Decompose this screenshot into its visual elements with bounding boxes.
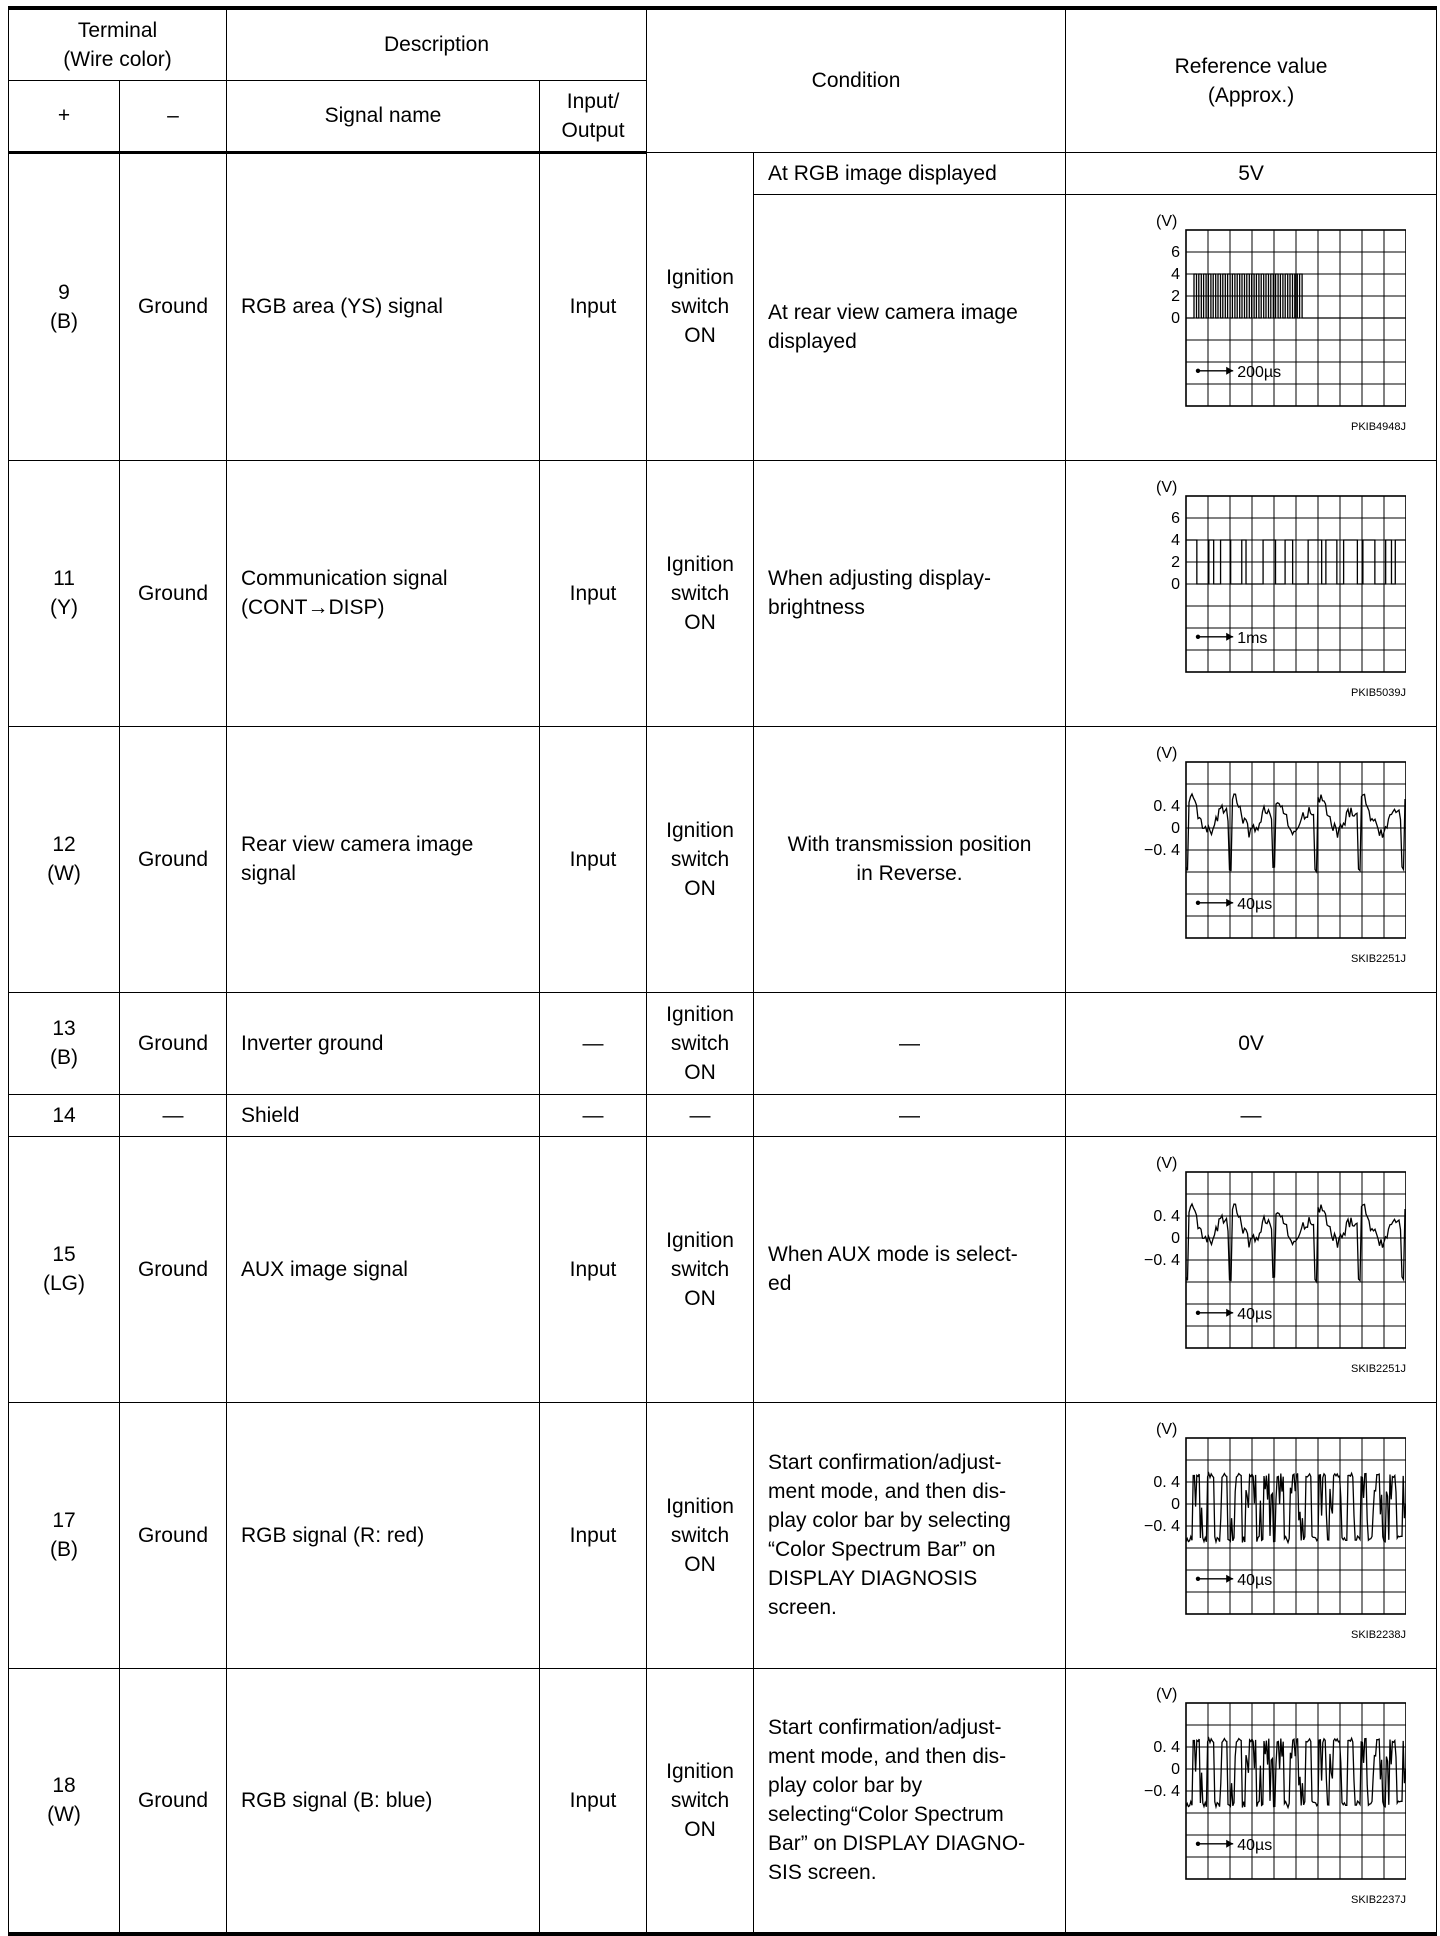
text-line: At RGB image displayed — [768, 161, 997, 185]
table-row — [9, 1094, 1437, 1136]
time-division-label: 40µs — [1237, 1305, 1273, 1323]
figure-code: SKIB2251J — [1350, 1363, 1407, 1375]
y-unit-label: (V) — [1156, 1155, 1178, 1172]
figure-code: SKIB2251J — [1350, 953, 1407, 965]
oscilloscope-waveform — [1096, 208, 1406, 446]
y-tick-label: 4 — [1171, 532, 1181, 549]
condition-detail — [754, 194, 1066, 460]
text-line: displayed — [768, 330, 857, 353]
input-output: Input — [540, 152, 647, 460]
condition-main — [647, 460, 754, 726]
input-output: Input — [540, 1668, 647, 1934]
time-marker-start — [1196, 1577, 1200, 1581]
text-line: Rear view camera image — [241, 833, 474, 856]
terminal-minus: Ground — [120, 460, 227, 726]
y-tick-label: 0. 4 — [1153, 1208, 1181, 1225]
terminal-minus: Ground — [120, 1668, 227, 1934]
input-output: Input — [540, 1136, 647, 1402]
terminal-number-text: 15 — [52, 1243, 76, 1266]
table-row — [9, 992, 1437, 1094]
y-tick-label: 0 — [1171, 1761, 1181, 1779]
y-tick-label: 2 — [1171, 554, 1181, 571]
condition-main — [647, 1402, 754, 1668]
text-line: ed — [768, 1272, 792, 1295]
terminal-reference-table — [8, 6, 1437, 1936]
y-tick-label: 0 — [1171, 576, 1181, 593]
terminal-number-text: 17 — [52, 1509, 76, 1532]
text-line: RGB signal (R: red) — [241, 1523, 425, 1547]
signal-name — [227, 460, 540, 726]
y-tick-label: 6 — [1171, 244, 1181, 261]
y-tick-label: −0. 4 — [1144, 1252, 1181, 1269]
table-row — [9, 1402, 1437, 1668]
text-line: RGB signal (B: blue) — [241, 1788, 433, 1812]
text-line: — — [689, 1103, 711, 1127]
text-line: Ignition — [666, 1228, 734, 1252]
y-unit-label: (V) — [1156, 1686, 1178, 1704]
reference-value-waveform — [1066, 1402, 1437, 1668]
terminal-reference-table-page — [8, 6, 1436, 1936]
header-minus: – — [120, 80, 227, 152]
figure-code: SKIB2237J — [1350, 1894, 1407, 1907]
y-tick-label: 0 — [1171, 1496, 1181, 1513]
time-marker-start — [1196, 1842, 1200, 1846]
terminal-minus: Ground — [120, 726, 227, 992]
terminal-number-text: 9 — [58, 280, 70, 304]
table-body — [9, 152, 1437, 1934]
condition-detail — [754, 726, 1066, 992]
text-line: Start confirmation/adjust- — [768, 1451, 1002, 1474]
signal-name — [227, 726, 540, 992]
y-tick-label: −0. 4 — [1144, 842, 1181, 859]
figure-code: SKIB2238J — [1350, 1629, 1407, 1641]
y-tick-label: 0. 4 — [1153, 798, 1181, 815]
text-line: switch — [670, 847, 730, 871]
time-division-label: 40µs — [1237, 1837, 1273, 1855]
text-line: Ignition — [666, 818, 734, 842]
y-unit-label: (V) — [1156, 1421, 1178, 1438]
input-output: Input — [540, 726, 647, 992]
text-line: switch — [670, 1257, 730, 1281]
y-tick-label: −0. 4 — [1144, 1783, 1181, 1801]
text-line: ON — [684, 1552, 716, 1576]
y-tick-label: 6 — [1171, 510, 1181, 527]
text-line: ON — [684, 1286, 716, 1310]
condition-detail — [754, 1402, 1066, 1668]
figure-code: PKIB5039J — [1350, 687, 1407, 699]
terminal-minus: Ground — [120, 1402, 227, 1668]
text-line: play color bar by selecting — [768, 1509, 1011, 1532]
wire-color: (Y) — [50, 596, 78, 619]
waveform-graph — [1096, 474, 1406, 712]
time-division-label: 200µs — [1237, 363, 1282, 381]
waveform-graph — [1096, 1681, 1406, 1919]
header-description: Description — [227, 8, 647, 80]
reference-value-waveform — [1066, 1136, 1437, 1402]
time-marker-start — [1196, 901, 1200, 905]
header-plus: + — [9, 80, 120, 152]
text-line: Bar” on DISPLAY DIAGNO- — [768, 1832, 1026, 1856]
text-line: signal — [241, 862, 296, 885]
y-unit-label: (V) — [1156, 213, 1178, 230]
text-line: play color bar by — [768, 1774, 923, 1798]
text-line: When adjusting display- — [768, 567, 991, 590]
oscilloscope-waveform — [1096, 1150, 1406, 1388]
y-tick-label: 0. 4 — [1153, 1739, 1181, 1757]
text-line: Inverter ground — [241, 1031, 384, 1055]
text-line: Ignition — [666, 1494, 734, 1518]
y-unit-label: (V) — [1156, 745, 1178, 762]
y-tick-label: 2 — [1171, 288, 1181, 305]
condition-main — [647, 152, 754, 460]
time-marker-start — [1196, 369, 1200, 373]
condition-detail — [754, 152, 1066, 194]
y-tick-label: 0 — [1171, 1230, 1181, 1247]
terminal-minus: — — [120, 1094, 227, 1136]
header-input-output: Input/ Output — [540, 80, 647, 152]
condition-main — [647, 992, 754, 1094]
text-line: ON — [684, 323, 716, 347]
input-output: — — [540, 992, 647, 1094]
condition-detail — [754, 1668, 1066, 1934]
text-line: Shield — [241, 1103, 300, 1127]
reference-value-waveform — [1066, 460, 1437, 726]
reference-value: 0V — [1066, 992, 1437, 1094]
condition-main — [647, 726, 754, 992]
text-line: ON — [684, 610, 716, 634]
time-marker-start — [1196, 1311, 1200, 1315]
wire-color: (B) — [50, 1046, 78, 1069]
terminal-number-text: 14 — [52, 1103, 76, 1127]
time-division-label: 40µs — [1237, 895, 1273, 913]
y-tick-label: 0. 4 — [1153, 1474, 1181, 1491]
condition-detail — [754, 1094, 1066, 1136]
terminal-number-text: 18 — [52, 1774, 76, 1798]
text-line: screen. — [768, 1596, 837, 1619]
condition-detail — [754, 992, 1066, 1094]
text-line: DISPLAY DIAGNOSIS — [768, 1567, 978, 1590]
wire-color: (W) — [47, 862, 81, 885]
terminal-number-text: 12 — [52, 833, 76, 856]
header-reference-value: Reference value (Approx.) — [1066, 8, 1437, 152]
text-line: — — [899, 1031, 921, 1055]
header-signal-name: Signal name — [227, 80, 540, 152]
reference-value: — — [1066, 1094, 1437, 1136]
text-line: Ignition — [666, 1002, 734, 1026]
time-division-label: 1ms — [1237, 629, 1268, 647]
signal-name — [227, 152, 540, 460]
text-line: ment mode, and then dis- — [768, 1480, 1007, 1503]
table-row — [9, 152, 1437, 194]
reference-value-waveform — [1066, 194, 1437, 460]
reference-value-waveform — [1066, 1668, 1437, 1934]
wire-color: (LG) — [43, 1272, 85, 1295]
text-line: — — [899, 1103, 921, 1127]
terminal-number — [9, 1402, 120, 1668]
oscilloscope-waveform — [1096, 474, 1406, 712]
text-line: “Color Spectrum Bar” on — [768, 1538, 996, 1561]
terminal-number — [9, 1094, 120, 1136]
oscilloscope-waveform — [1096, 1416, 1406, 1654]
text-line: ment mode, and then dis- — [768, 1745, 1007, 1769]
y-tick-label: 0 — [1171, 310, 1181, 327]
oscilloscope-waveform — [1096, 1681, 1406, 1919]
header-terminal: Terminal (Wire color) — [9, 8, 227, 80]
oscilloscope-waveform — [1096, 740, 1406, 978]
waveform-graph — [1096, 1150, 1406, 1388]
terminal-number-text: 11 — [53, 567, 75, 590]
time-division-label: 40µs — [1237, 1571, 1273, 1589]
text-line: switch — [670, 581, 730, 605]
text-line: RGB area (YS) signal — [241, 295, 443, 318]
text-line: selecting“Color Spectrum — [768, 1803, 1004, 1827]
text-line: switch — [670, 1523, 730, 1547]
terminal-number — [9, 726, 120, 992]
text-line: Start confirmation/adjust- — [768, 1716, 1002, 1740]
text-line: When AUX mode is select- — [768, 1243, 1018, 1266]
signal-name — [227, 992, 540, 1094]
terminal-minus: Ground — [120, 1136, 227, 1402]
wire-color: (B) — [50, 309, 78, 333]
text-line: in Reverse. — [856, 862, 963, 885]
text-line: With transmission position — [787, 833, 1032, 856]
condition-detail — [754, 1136, 1066, 1402]
input-output: — — [540, 1094, 647, 1136]
input-output: Input — [540, 1402, 647, 1668]
text-line: switch — [670, 294, 730, 318]
text-line: Ignition — [666, 552, 734, 576]
wire-color: (W) — [47, 1803, 81, 1827]
reference-value: 5V — [1066, 152, 1437, 194]
text-line: ON — [684, 1817, 716, 1841]
header-condition: Condition — [647, 8, 1066, 152]
signal-name — [227, 1136, 540, 1402]
text-line: Ignition — [666, 265, 734, 289]
text-line: ON — [684, 1060, 716, 1084]
table-row — [9, 1136, 1437, 1402]
input-output: Input — [540, 460, 647, 726]
text-line: switch — [670, 1031, 730, 1055]
condition-main — [647, 1094, 754, 1136]
terminal-number-text: 13 — [52, 1017, 76, 1040]
figure-code: PKIB4948J — [1350, 421, 1407, 433]
condition-detail — [754, 460, 1066, 726]
reference-value-waveform — [1066, 726, 1437, 992]
y-tick-label: −0. 4 — [1144, 1518, 1181, 1535]
text-line: ON — [684, 876, 716, 900]
waveform-graph — [1096, 1416, 1406, 1654]
y-tick-label: 4 — [1171, 266, 1181, 283]
table-row — [9, 726, 1437, 992]
y-tick-label: 0 — [1171, 820, 1181, 837]
signal-name — [227, 1094, 540, 1136]
waveform-graph — [1096, 208, 1406, 446]
text-line: SIS screen. — [768, 1861, 877, 1885]
terminal-minus: Ground — [120, 992, 227, 1094]
terminal-minus: Ground — [120, 152, 227, 460]
terminal-number — [9, 1668, 120, 1934]
condition-main — [647, 1668, 754, 1934]
condition-main — [647, 1136, 754, 1402]
text-line: At rear view camera image — [768, 301, 1018, 324]
signal-name — [227, 1668, 540, 1934]
table-row — [9, 460, 1437, 726]
text-line: brightness — [768, 596, 865, 619]
text-line: switch — [670, 1788, 730, 1812]
signal-name — [227, 1402, 540, 1668]
waveform-graph — [1096, 740, 1406, 978]
terminal-number — [9, 460, 120, 726]
terminal-number — [9, 1136, 120, 1402]
wire-color: (B) — [50, 1538, 78, 1561]
table-row — [9, 1668, 1437, 1934]
text-line: Ignition — [666, 1759, 734, 1783]
terminal-number — [9, 152, 120, 460]
y-unit-label: (V) — [1156, 479, 1178, 496]
terminal-number — [9, 992, 120, 1094]
text-line: Communication signal — [241, 567, 448, 590]
text-line: (CONT→DISP) — [241, 596, 385, 619]
text-line: AUX image signal — [241, 1257, 408, 1281]
time-marker-start — [1196, 635, 1200, 639]
